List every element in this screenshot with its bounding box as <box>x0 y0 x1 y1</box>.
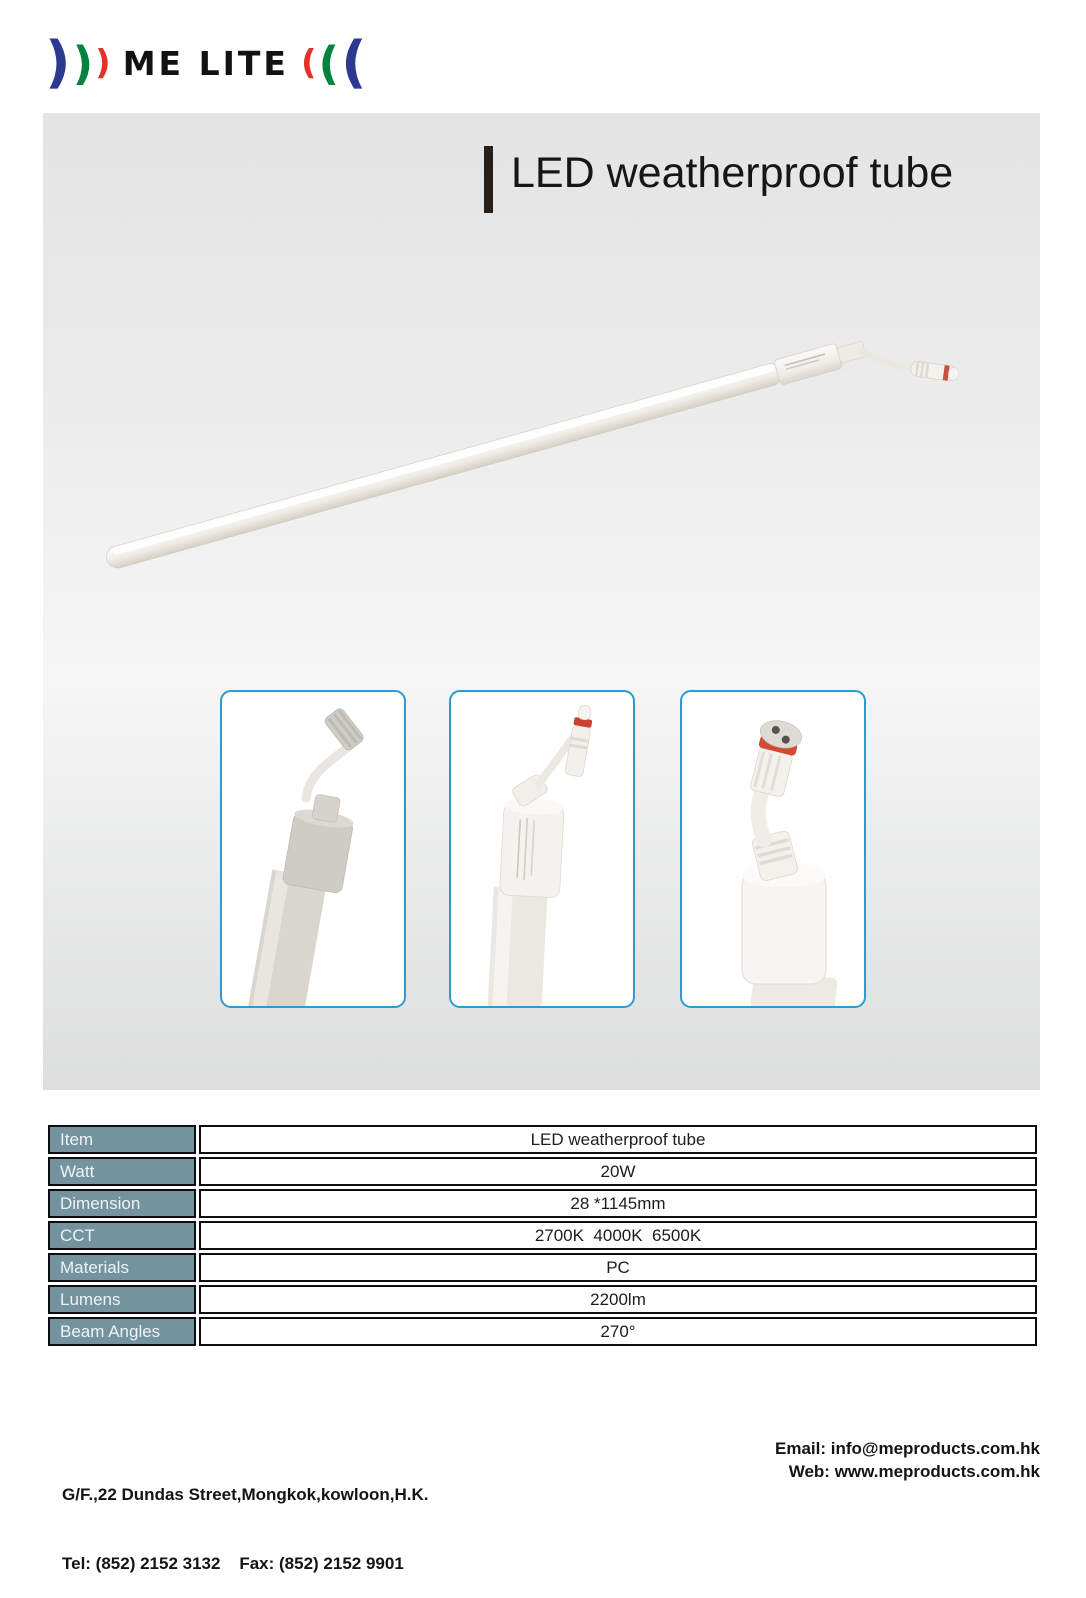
brand-name: ME LITE <box>122 43 289 83</box>
detail-photo-card-2 <box>449 690 635 1008</box>
spec-table <box>45 1122 1040 1349</box>
footer-tel-fax: Tel: (852) 2152 3132 Fax: (852) 2152 9901 <box>62 1554 404 1573</box>
socket-closeup-photo <box>682 692 864 1006</box>
table-row <box>48 1157 1037 1186</box>
logo-bracket-icon: ) <box>95 43 111 83</box>
spec-value: 2200lm <box>199 1285 1037 1314</box>
logo-bracket-icon: ) <box>45 30 71 95</box>
spec-label: Watt <box>48 1157 196 1186</box>
spec-value: PC <box>199 1253 1037 1282</box>
footer-web: Web: www.meproducts.com.hk <box>788 1462 1040 1481</box>
table-row <box>48 1317 1037 1346</box>
table-row <box>48 1125 1037 1154</box>
spec-value: 28 *1145mm <box>199 1189 1037 1218</box>
logo-bracket-icon: ( <box>300 43 317 83</box>
table-row <box>48 1221 1037 1250</box>
footer-address: G/F.,22 Dundas Street,Mongkok,kowloon,H.K. <box>62 1485 429 1504</box>
spec-label: CCT <box>48 1221 196 1250</box>
spec-value: 2700K 4000K 6500K <box>199 1221 1037 1250</box>
spec-value: 20W <box>199 1157 1037 1186</box>
spec-label: Lumens <box>48 1285 196 1314</box>
page-title: LED weatherproof tube <box>511 149 954 197</box>
footer-contact-left <box>62 1437 429 1598</box>
logo-bracket-icon: ( <box>341 30 367 95</box>
endcap-cable-photo <box>222 692 404 1006</box>
detail-photo-card-1 <box>220 690 406 1008</box>
logo-bracket-icon: ) <box>72 36 94 90</box>
footer-email: Email: info@meproducts.com.hk <box>774 1439 1040 1458</box>
footer-contact-right <box>775 1437 1040 1483</box>
table-row <box>48 1285 1037 1314</box>
logo-bracket-icon: ( <box>318 36 340 90</box>
spec-value: 270° <box>199 1317 1037 1346</box>
spec-label: Dimension <box>48 1189 196 1218</box>
table-row <box>48 1253 1037 1282</box>
endcap-red-connector-photo <box>451 692 633 1006</box>
table-row <box>48 1189 1037 1218</box>
spec-label: Item <box>48 1125 196 1154</box>
hero-panel <box>43 113 1040 1090</box>
brand-logo <box>45 30 367 95</box>
detail-photo-card-3 <box>680 690 866 1008</box>
spec-value: LED weatherproof tube <box>199 1125 1037 1154</box>
spec-label: Beam Angles <box>48 1317 196 1346</box>
spec-label: Materials <box>48 1253 196 1282</box>
